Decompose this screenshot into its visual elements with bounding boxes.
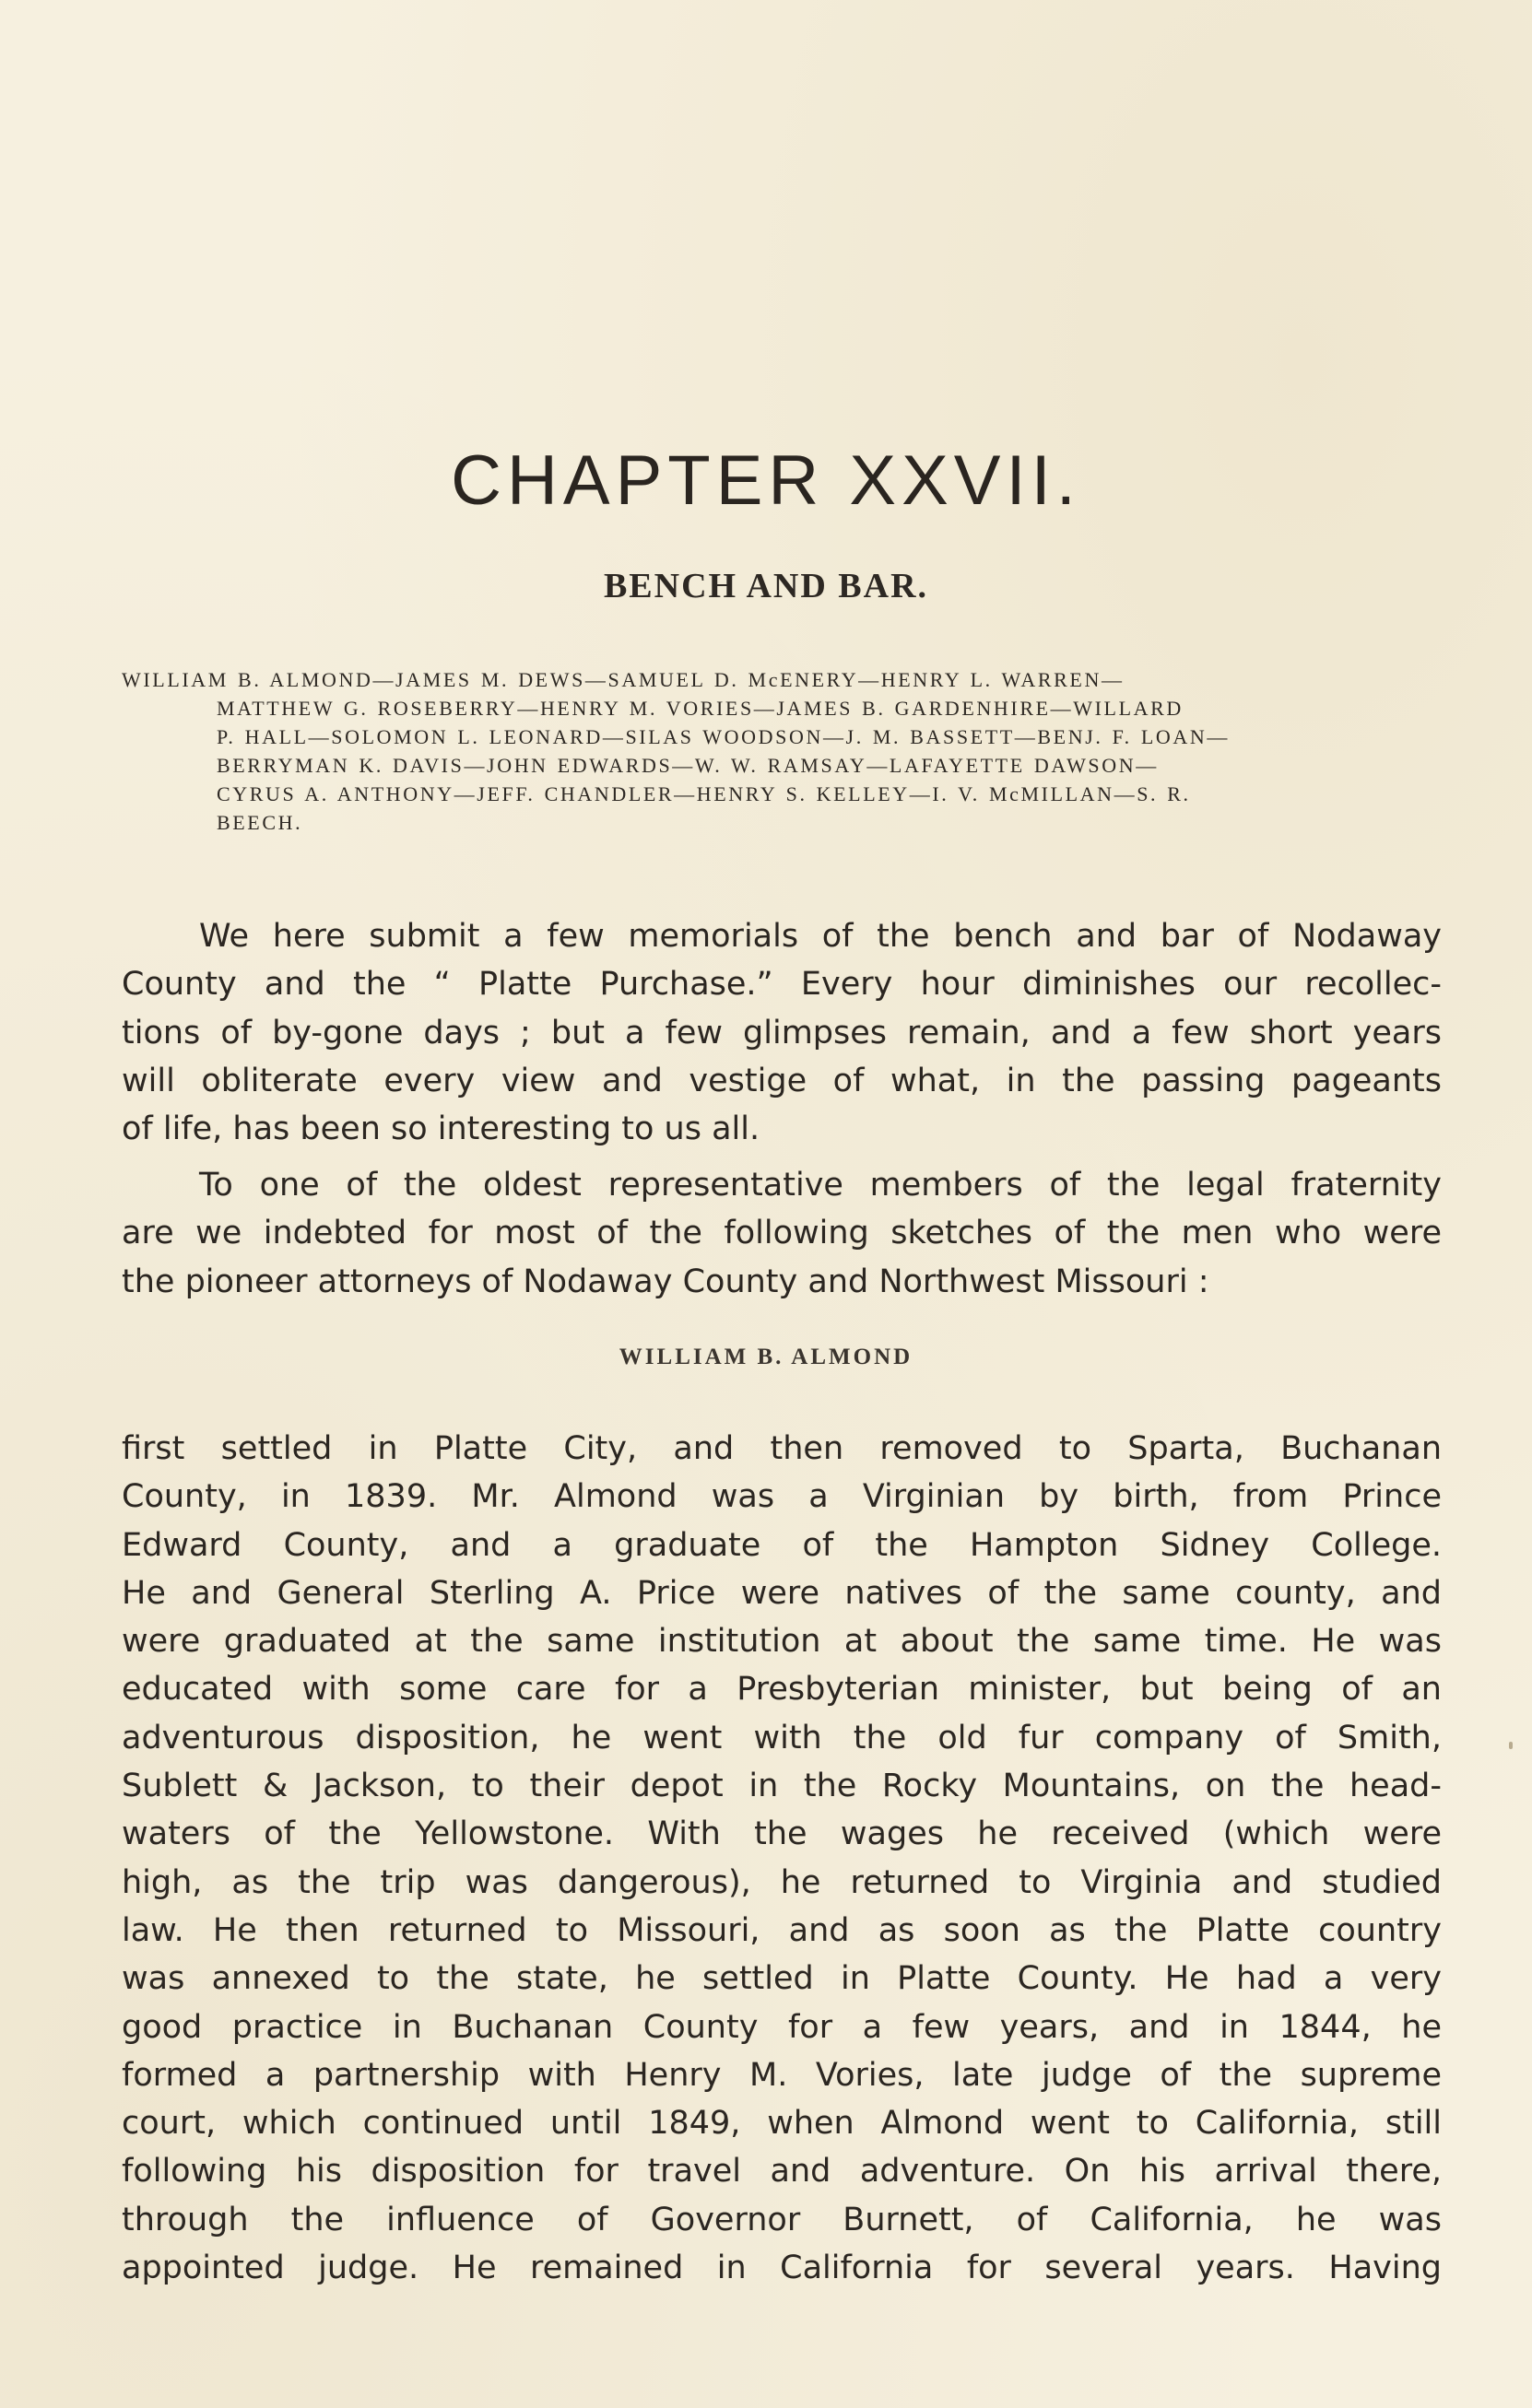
- text-line: Sublett & Jackson, to their depot in the Rocky Mountains, on the head-: [122, 1768, 1442, 1805]
- synopsis-line: WILLIAM B. ALMOND—JAMES M. DEWS—SAMUEL D. McENERY—HENRY L. WARREN—: [122, 668, 1125, 691]
- text-line: adventurous disposition, he went with the old fur company of Smith,: [122, 1719, 1442, 1756]
- text-line: court, which continued until 1849, when Almond went to California, still: [122, 2105, 1442, 2143]
- section-title: BENCH AND BAR.: [603, 567, 929, 605]
- intro-paragraph: [122, 912, 1442, 1153]
- text-line: was annexed to the state, he settled in Platte County. He had a very: [122, 1960, 1442, 1998]
- text-line: educated with some care for a Presbyterian minister, but being of an: [122, 1671, 1442, 1709]
- biography-heading: WILLIAM B. ALMOND: [619, 1345, 913, 1369]
- text-line: the pioneer attorneys of Nodaway County and Northwest Missouri :: [122, 1263, 1209, 1300]
- synopsis-line: CYRUS A. ANTHONY—JEFF. CHANDLER—HENRY S. KELLEY—I. V. McMILLAN—S. R.: [217, 782, 1191, 805]
- margin-speck: [1509, 1742, 1513, 1749]
- text-line: will obliterate every view and vestige of what, in the passing pageants: [122, 1062, 1442, 1099]
- text-line: are we indebted for most of the following sketches of the men who were: [122, 1215, 1442, 1252]
- synopsis-line: MATTHEW G. ROSEBERRY—HENRY M. VORIES—JAMES B. GARDENHIRE—WILLARD: [217, 697, 1184, 720]
- text-line: through the influence of Governor Burnett, of California, he was: [122, 2201, 1442, 2238]
- text-line: good practice in Buchanan County for a few years, and in 1844, he: [122, 2008, 1442, 2046]
- text-line: first settled in Platte City, and then removed to Sparta, Buchanan: [122, 1430, 1442, 1467]
- synopsis-line: P. HALL—SOLOMON L. LEONARD—SILAS WOODSON—J. M. BASSETT—BENJ. F. LOAN—: [217, 725, 1230, 748]
- chapter-title: CHAPTER XXVII.: [451, 441, 1081, 520]
- text-line: formed a partnership with Henry M. Vories, late judge of the supreme: [122, 2056, 1442, 2094]
- text-line: He and General Sterling A. Price were natives of the same county, and: [122, 1574, 1442, 1612]
- text-line: County and the “ Platte Purchase.” Every hour diminishes our recollec-: [122, 966, 1442, 1004]
- text-line: We here submit a few memorials of the bench and bar of Nodaway: [199, 918, 1442, 955]
- text-line: waters of the Yellowstone. With the wages he received (which were: [122, 1815, 1442, 1853]
- text-line: To one of the oldest representative members of the legal fraternity: [199, 1167, 1442, 1204]
- synopsis-line: BEECH.: [217, 811, 303, 834]
- biography-paragraph: [122, 1425, 1442, 2292]
- synopsis-line: BERRYMAN K. DAVIS—JOHN EDWARDS—W. W. RAMSAY—LAFAYETTE DAWSON—: [217, 754, 1159, 777]
- text-line: of life, has been so interesting to us all.: [122, 1110, 760, 1148]
- text-line: appointed judge. He remained in California for several years. Having: [122, 2249, 1442, 2287]
- text-line: law. He then returned to Missouri, and as soon as the Platte country: [122, 1911, 1442, 1949]
- text-line: high, as the trip was dangerous), he returned to Virginia and studied: [122, 1863, 1442, 1901]
- text-line: Edward County, and a graduate of the Hampton Sidney College.: [122, 1526, 1442, 1564]
- text-line: following his disposition for travel and adventure. On his arrival there,: [122, 2153, 1442, 2191]
- acknowledgement-paragraph: [122, 1161, 1442, 1306]
- chapter-synopsis: [122, 665, 1449, 837]
- text-line: County, in 1839. Mr. Almond was a Virginian by birth, from Prince: [122, 1478, 1442, 1516]
- text-line: were graduated at the same institution at about the same time. He was: [122, 1623, 1442, 1661]
- text-line: tions of by-gone days ; but a few glimpses remain, and a few short years: [122, 1014, 1442, 1051]
